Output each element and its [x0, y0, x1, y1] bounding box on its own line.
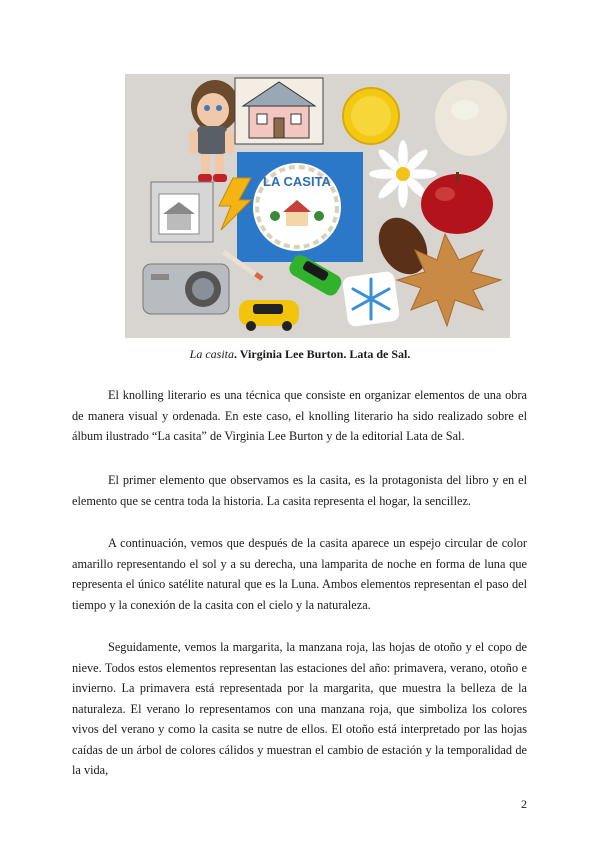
book-cover-icon: [237, 152, 363, 262]
paragraph-1: El knolling literario es una técnica que consiste en organizar elementos de una obra de manera visual y ordenada. En este caso, el knolling literario ha sido realizado sobre el álbum ilustrado “La casita” de Virginia Lee Burton y de la editorial Lata de Sal.: [72, 388, 527, 443]
page-number: 2: [521, 797, 527, 811]
book-title-text: LA CASITA: [263, 174, 331, 189]
paragraph-2: El primer elemento que observamos es la casita, es la protagonista del libro y en el elemento que se centra toda la historia. La casita representa el hogar, la sencillez.: [72, 473, 527, 508]
snowflake-icon: [342, 271, 400, 328]
house-card-icon: [235, 78, 323, 144]
caption-title: La casita: [189, 347, 234, 361]
paragraph-4: Seguidamente, vemos la margarita, la manzana roja, las hojas de otoño y el copo de nieve. Todos estos elementos representan las estaciones del año: primavera, verano, otoño e invierno. La primavera está representada por la margarita, que muestra la belleza de la naturaleza. El verano lo representamos con una manzana roja, que simboliza los colores vivos del verano y como la casita se nutre de ellos. El otoño está interpretado por las hojas caídas de un árbol de colores cálidos y muestran el cambio de estación y la temporalidad de la vida,: [72, 640, 527, 777]
moon-lamp-icon: [435, 80, 507, 156]
paragraph-3: A continuación, vemos que después de la casita aparece un espejo circular de color amarillo representando el sol y a su derecha, una lamparita de noche en forma de luna que representa el único satélite natural que es la Luna. Ambos elementos representan el paso del tiempo y la conexión de la casita con el cielo y la naturaleza.: [72, 536, 527, 612]
sun-mirror-icon: [343, 88, 399, 144]
knolling-illustration: [125, 74, 510, 338]
calendar-box-icon: [151, 182, 213, 242]
knolling-photo: [125, 74, 510, 338]
camera-icon: [143, 264, 229, 314]
figure-caption: [0, 346, 600, 362]
caption-rest: . Virginia Lee Burton. Lata de Sal.: [234, 347, 411, 361]
